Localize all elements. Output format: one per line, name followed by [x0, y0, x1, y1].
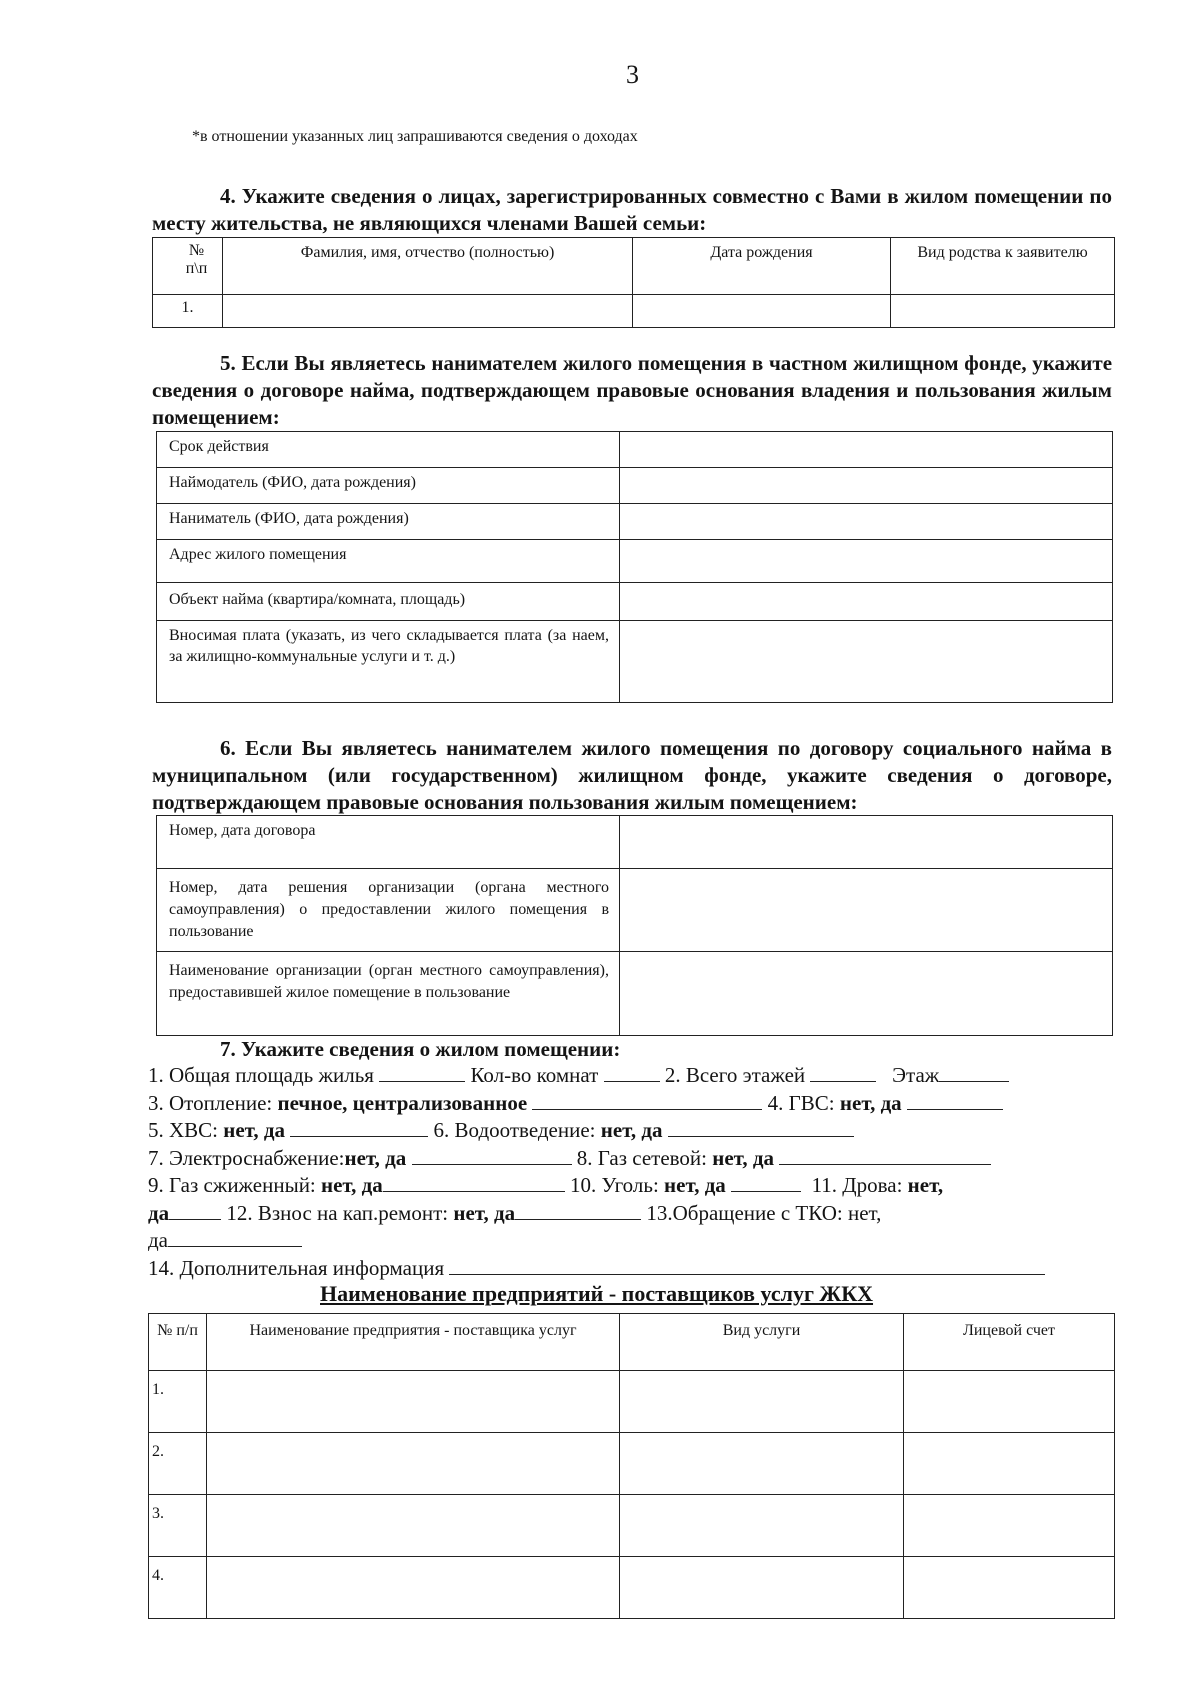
row-value[interactable] [620, 621, 1113, 703]
cell-number: 1. [153, 295, 223, 328]
table-row [157, 468, 1113, 504]
col-birthdate-header: Дата рождения [633, 238, 891, 295]
table-row [157, 583, 1113, 621]
field-gas-network-label: 8. Газ сетевой: [576, 1145, 708, 1170]
suppliers-title: Наименование предприятий - поставщиков услуг ЖКХ [320, 1281, 874, 1306]
cell-service[interactable] [620, 1557, 904, 1619]
row-label: Наймодатель (ФИО, дата рождения) [157, 468, 620, 504]
section4-header-row [153, 238, 1115, 295]
row-value[interactable] [620, 504, 1113, 540]
table-row [157, 540, 1113, 583]
section7-fields [148, 1062, 1118, 1282]
cell-service[interactable] [620, 1371, 904, 1433]
field-area-input[interactable] [379, 1062, 465, 1082]
field-heating-options: печное, централизованное [277, 1090, 528, 1115]
cell-account[interactable] [904, 1433, 1115, 1495]
cell-relation[interactable] [891, 295, 1115, 328]
field-drainage-label: 6. Водоотведение: [433, 1118, 596, 1142]
field-repair-label: 12. Взнос на кап.ремонт: [226, 1200, 449, 1225]
field-drainage-options: нет, да [600, 1118, 663, 1142]
field-hvs-input[interactable] [290, 1117, 428, 1137]
section4-table [152, 237, 1115, 328]
table-row [157, 816, 1113, 869]
col-service-header: Вид услуги [620, 1314, 904, 1371]
section5-title: Если Вы являетесь нанимателем жилого помещения в частном жилищном фонде, укажите сведения о договоре найма, подтверждающем правовые основания владения и пользования жилым помещением: [152, 351, 1113, 429]
field-floor-input[interactable] [939, 1062, 1009, 1082]
field-hvs-options: нет, да [223, 1118, 286, 1142]
cell-account[interactable] [904, 1557, 1115, 1619]
field-gas-network-options: нет, да [712, 1145, 775, 1170]
field-drainage-input[interactable] [668, 1117, 854, 1137]
suppliers-table [148, 1313, 1115, 1619]
row-value[interactable] [620, 952, 1113, 1036]
field-hvs-label: 5. ХВС: [148, 1118, 219, 1142]
section5-number: 5. [220, 351, 236, 375]
cell-fio[interactable] [223, 295, 633, 328]
table-row [149, 1433, 1115, 1495]
field-floor-label: Этаж [892, 1063, 940, 1087]
field-coal-options: нет, да [664, 1173, 726, 1197]
cell-service[interactable] [620, 1495, 904, 1557]
row-label: Адрес жилого помещения [157, 540, 620, 583]
field-heating-label: 3. Отопление: [148, 1090, 273, 1115]
col-relation-header: Вид родства к заявителю [891, 238, 1115, 295]
field-coal-label: 10. Уголь: [570, 1173, 659, 1197]
field-area-label: 1. Общая площадь жилья [148, 1063, 374, 1087]
section4-title: Укажите сведения о лицах, зарегистрированных совместно с Вами в жилом помещении по месту жительства, не являющихся членами Вашей семьи: [152, 184, 1113, 235]
field-gas-network-input[interactable] [779, 1145, 991, 1165]
cell-number: 2. [149, 1433, 207, 1495]
field-tko-yes: да [148, 1228, 169, 1252]
section5-table [156, 431, 1113, 703]
section4-heading [152, 183, 1112, 237]
row-label: Срок действия [157, 432, 620, 468]
col-number-header: № п/п [149, 1314, 207, 1371]
table-row [149, 1371, 1115, 1433]
table-row [157, 504, 1113, 540]
field-repair-options: нет, да [453, 1200, 516, 1225]
row-label: Наниматель (ФИО, дата рождения) [157, 504, 620, 540]
field-tko-label: 13.Обращение с ТКО: нет, [646, 1200, 882, 1225]
field-coal-input[interactable] [731, 1172, 801, 1192]
col-supplier-header: Наименование предприятия - поставщика услуг [207, 1314, 620, 1371]
section7-title: 7. Укажите сведения о жилом помещении: [220, 1037, 621, 1061]
section4-number: 4. [220, 184, 236, 208]
cell-account[interactable] [904, 1495, 1115, 1557]
cell-service[interactable] [620, 1433, 904, 1495]
field-electricity-label: 7. Электроснабжение: [148, 1145, 345, 1170]
section5-heading [152, 350, 1112, 431]
cell-number: 3. [149, 1495, 207, 1557]
row-label: Наименование организации (орган местного самоуправления), предоставившей жилое помещение в пользование [157, 952, 620, 1036]
row-value[interactable] [620, 468, 1113, 504]
field-floors-label: 2. Всего этажей [664, 1063, 806, 1087]
section6-table [156, 815, 1113, 1036]
footnote: *в отношении указанных лиц запрашиваются сведения о доходах [192, 128, 638, 145]
table-row [157, 621, 1113, 703]
field-heating-input[interactable] [532, 1090, 762, 1110]
row-label: Объект найма (квартира/комната, площадь) [157, 583, 620, 621]
row-label: Номер, дата решения организации (органа местного самоуправления) о предоставлении жилого помещения в пользование [157, 869, 620, 952]
page-number: 3 [626, 60, 639, 89]
field-electricity-input[interactable] [412, 1145, 572, 1165]
cell-supplier[interactable] [207, 1495, 620, 1557]
field-rooms-label: Кол-во комнат [470, 1063, 599, 1087]
field-wood-input[interactable] [169, 1200, 221, 1220]
row-label: Номер, дата договора [157, 816, 620, 869]
field-gas-liquid-options: нет, да [321, 1173, 383, 1197]
suppliers-header-row [149, 1314, 1115, 1371]
field-gvs-label: 4. ГВС: [767, 1090, 835, 1115]
cell-supplier[interactable] [207, 1371, 620, 1433]
cell-number: 1. [149, 1371, 207, 1433]
col-number-header: № п\п [153, 238, 223, 295]
section6-heading [152, 735, 1112, 816]
field-wood-options-yes: да [148, 1200, 170, 1225]
field-additional-label: 14. Дополнительная информация [148, 1255, 445, 1280]
row-value[interactable] [620, 869, 1113, 952]
field-repair-input[interactable] [515, 1200, 641, 1220]
table-row [153, 295, 1115, 328]
field-floors-input[interactable] [810, 1062, 876, 1082]
field-additional-input[interactable] [449, 1255, 1045, 1275]
section6-number: 6. [220, 736, 236, 760]
cell-birthdate[interactable] [633, 295, 891, 328]
row-label: Вносимая плата (указать, из чего складывается плата (за наем, за жилищно-коммунальные услуги и т. д.) [157, 621, 620, 703]
col-account-header: Лицевой счет [904, 1314, 1115, 1371]
table-row [157, 432, 1113, 468]
field-wood-options-no: нет, [907, 1173, 944, 1197]
cell-supplier[interactable] [207, 1433, 620, 1495]
section6-title: Если Вы являетесь нанимателем жилого помещения по договору социального найма в муниципальном (или государственном) жилищном фонде, укажите сведения о договоре, подтверждающем правовые основания пользования жилым помещением: [152, 736, 1112, 814]
row-value[interactable] [620, 583, 1113, 621]
cell-account[interactable] [904, 1371, 1115, 1433]
table-row [157, 869, 1113, 952]
field-gvs-options: нет, да [839, 1090, 902, 1115]
cell-supplier[interactable] [207, 1557, 620, 1619]
field-electricity-options: нет, да [344, 1145, 407, 1170]
row-value[interactable] [620, 816, 1113, 869]
table-row [149, 1557, 1115, 1619]
table-row [157, 952, 1113, 1036]
field-rooms-input[interactable] [604, 1062, 660, 1082]
field-gas-liquid-label: 9. Газ сжиженный: [148, 1173, 316, 1197]
cell-number: 4. [149, 1557, 207, 1619]
col-fio-header: Фамилия, имя, отчество (полностью) [223, 238, 633, 295]
table-row [149, 1495, 1115, 1557]
field-gvs-input[interactable] [907, 1090, 1003, 1110]
field-wood-label: 11. Дрова: [811, 1173, 903, 1197]
row-value[interactable] [620, 432, 1113, 468]
row-value[interactable] [620, 540, 1113, 583]
field-gas-liquid-input[interactable] [383, 1172, 565, 1192]
field-tko-input[interactable] [168, 1227, 302, 1247]
